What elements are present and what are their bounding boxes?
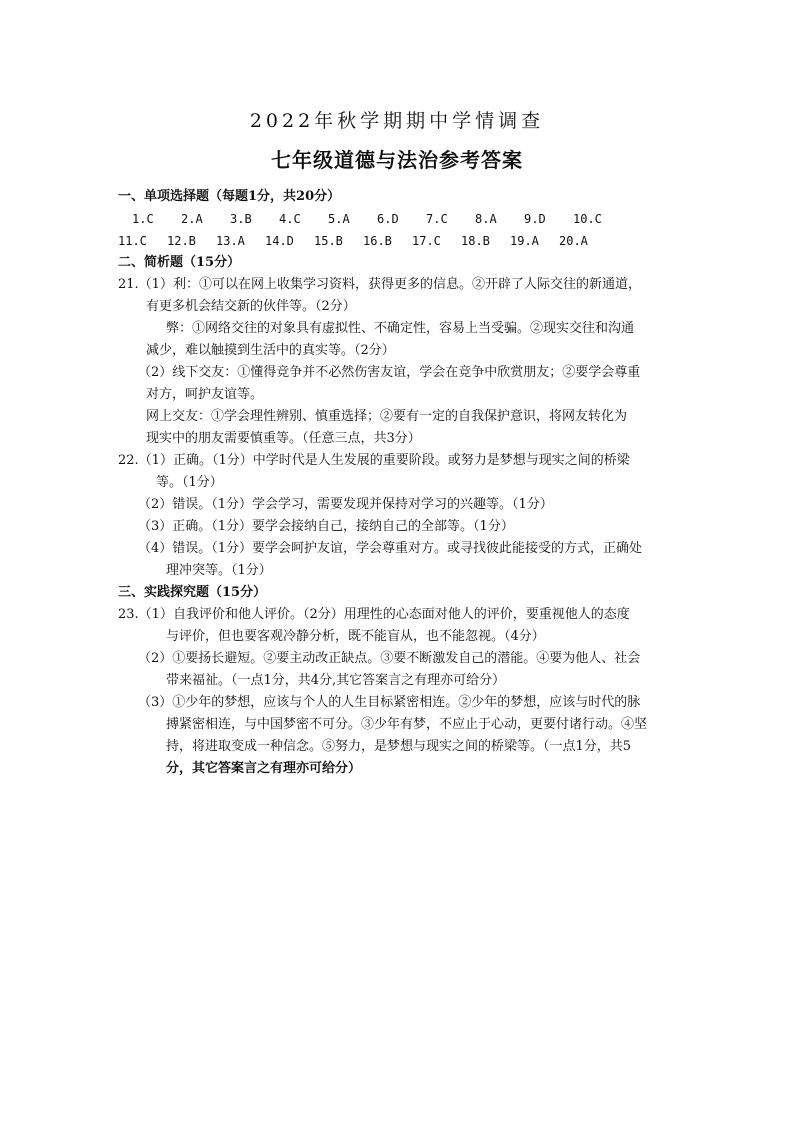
mc-row-1 — [118, 208, 678, 230]
mc-row-2 — [118, 230, 678, 252]
mc-answer: 19.A — [510, 234, 539, 248]
section1-heading: 一、单项选择题（每题1分，共20分） — [118, 189, 341, 204]
answer-line: 对方，呵护友谊等。 — [146, 387, 264, 402]
mc-answer: 14.D — [265, 234, 294, 248]
answer-line: 持，将进取变成一种信念。⑤努力，是梦想与现实之间的桥梁等。（一点1分，共5 — [166, 739, 632, 754]
mc-answer: 20.A — [559, 234, 588, 248]
answer-line: 现实中的朋友需要慎重等。（任意三点，共3分） — [146, 431, 421, 446]
mc-answer: 8.A — [475, 212, 497, 226]
mc-answer: 5.A — [328, 212, 350, 226]
answer-line: 22.（1）正确。（1分）中学时代是人生发展的重要阶段。或努力是梦想与现实之间的桥梁 — [118, 453, 630, 468]
mc-answer: 2.A — [181, 212, 203, 226]
section2-heading: 二、简析题（15分） — [118, 255, 241, 270]
answer-line: 分，其它答案言之有理亦可给分） — [166, 761, 362, 776]
mc-answer: 18.B — [461, 234, 490, 248]
mc-answer: 17.C — [412, 234, 441, 248]
mc-answer: 6.D — [377, 212, 399, 226]
mc-answer: 10.C — [573, 212, 602, 226]
answer-line: 带来福祉。（一点1分，共4分,其它答案言之有理亦可给分） — [166, 673, 506, 688]
mc-answer: 13.A — [216, 234, 245, 248]
answer-line: （2）①要扬长避短。②要主动改正缺点。③要不断激发自己的潜能。④要为他人、社会 — [138, 651, 641, 666]
mc-answer: 15.B — [314, 234, 343, 248]
mc-answer: 3.B — [230, 212, 252, 226]
mc-answer: 11.C — [118, 234, 147, 248]
answer-line: 23.（1）自我评价和他人评价。（2分）用理性的心态面对他人的评价，要重视他人的态度 — [118, 607, 630, 622]
answer-line: 等。（1分） — [156, 475, 223, 490]
answer-line: 搏紧密相连，与中国梦密不可分。③少年有梦，不应止于心动，更要付诸行动。④坚 — [166, 717, 648, 732]
answer-line: （2）线下交友：①懂得竞争并不必然伤害友谊，学会在竞争中欣赏朋友；②要学会尊重 — [138, 365, 641, 380]
answer-line: 21.（1）利：①可以在网上收集学习资料，获得更多的信息。②开辟了人际交往的新通道， — [118, 277, 641, 292]
answer-line: （2）错误。（1分）学会学习，需要发现并保持对学习的兴趣等。（1分） — [138, 497, 553, 512]
answer-line: （3）正确。（1分）要学会接纳自己，接纳自己的全部等。（1分） — [138, 519, 514, 534]
answer-line: 网上交友：①学会理性辨别、慎重选择；②要有一定的自我保护意识，将网友转化为 — [146, 409, 628, 424]
answer-body — [118, 186, 678, 780]
mc-answer: 9.D — [524, 212, 546, 226]
page-subtitle: 七年级道德与法治参考答案 — [271, 148, 523, 172]
answer-line: （3）①少年的梦想，应该与个人的人生目标紧密相连。②少年的梦想，应该与时代的脉 — [138, 695, 641, 710]
mc-answer: 1.C — [132, 212, 154, 226]
page-title: 2022年秋学期期中学情调查 — [249, 110, 545, 132]
mc-answer: 16.B — [363, 234, 392, 248]
mc-answer: 7.C — [426, 212, 448, 226]
mc-answer: 12.B — [167, 234, 196, 248]
answer-line: 有更多机会结交新的伙伴等。（2分） — [146, 299, 356, 314]
answer-line: 与评价，但也要客观冷静分析，既不能盲从，也不能忽视。（4分） — [166, 629, 545, 644]
answer-line: 理冲突等。（1分） — [166, 563, 272, 578]
mc-answer: 4.C — [279, 212, 301, 226]
answer-line: 弊：①网络交往的对象具有虚拟性、不确定性，容易上当受骗。②现实交往和沟通 — [166, 321, 635, 336]
section3-heading: 三、实践探究题（15分） — [118, 585, 267, 600]
answer-line: 减少，难以触摸到生活中的真实等。（2分） — [146, 343, 395, 358]
answer-line: （4）错误。（1分）要学会呵护友谊，学会尊重对方。或寻找彼此能接受的方式，正确处 — [138, 541, 643, 556]
